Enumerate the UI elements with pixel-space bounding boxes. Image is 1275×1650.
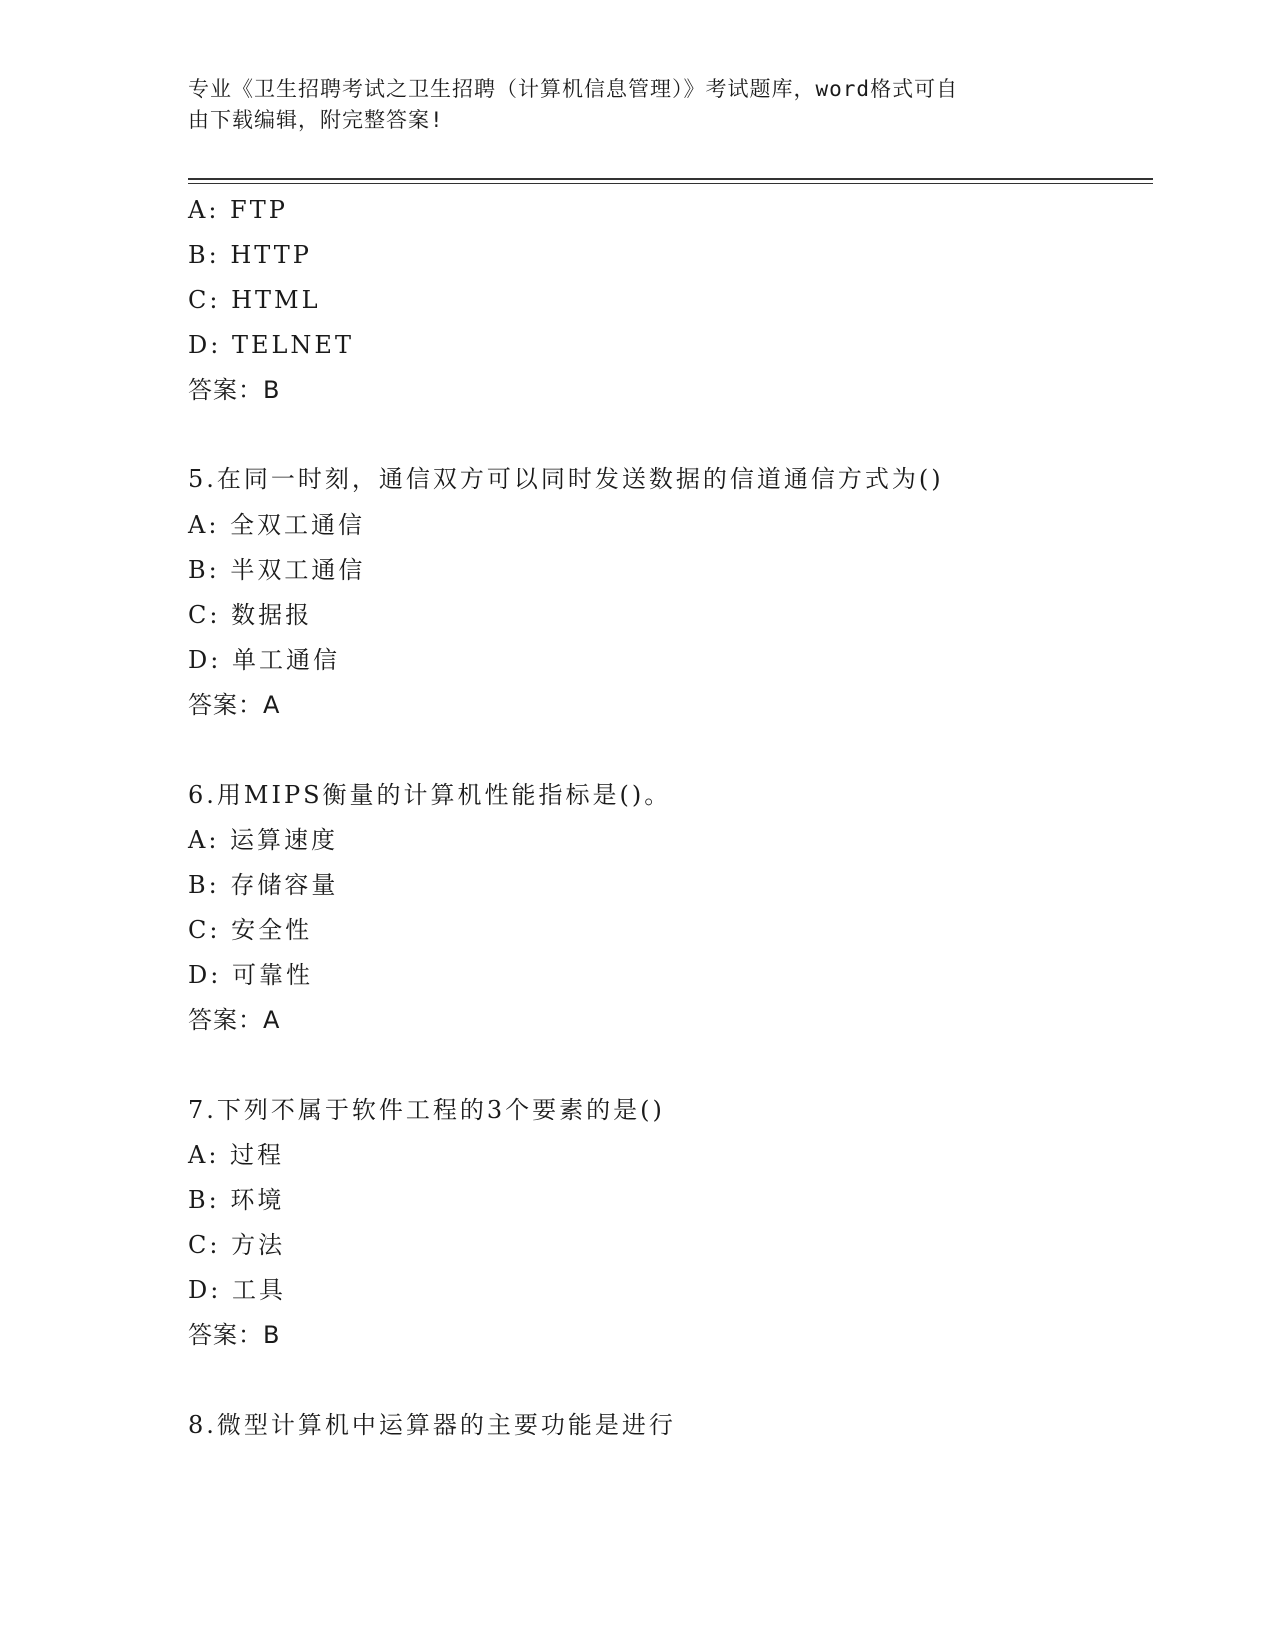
header-divider-thin: [188, 183, 1153, 184]
option-b: B: HTTP: [188, 241, 312, 269]
option-a: A: 过程: [188, 1141, 285, 1169]
answer: 答案：B: [188, 1321, 281, 1349]
option-d: D: 工具: [188, 1276, 286, 1304]
option-b: B: 存储容量: [188, 871, 339, 899]
option-b: B: 半双工通信: [188, 556, 366, 584]
answer: 答案：B: [188, 376, 281, 404]
option-c: C: 方法: [188, 1231, 286, 1259]
option-d: D: TELNET: [188, 331, 354, 359]
option-b: B: 环境: [188, 1186, 285, 1214]
header-line-2: 由下载编辑，附完整答案!: [188, 108, 444, 132]
option-a: A: FTP: [188, 196, 288, 224]
option-a: A: 运算速度: [188, 826, 339, 854]
question-stem: 8.微型计算机中运算器的主要功能是进行: [188, 1411, 676, 1439]
option-a: A: 全双工通信: [188, 511, 366, 539]
question-stem: 6.用MIPS衡量的计算机性能指标是()。: [188, 781, 672, 809]
option-c: C: HTML: [188, 286, 321, 314]
answer: 答案：A: [188, 1006, 281, 1034]
header-divider: [188, 178, 1153, 180]
document-header: [188, 74, 1068, 136]
answer: 答案：A: [188, 691, 281, 719]
option-d: D: 单工通信: [188, 646, 340, 674]
question-stem: 7.下列不属于软件工程的3个要素的是(): [188, 1096, 665, 1124]
question-stem: 5.在同一时刻，通信双方可以同时发送数据的信道通信方式为(): [188, 465, 944, 493]
header-line-1: 专业《卫生招聘考试之卫生招聘（计算机信息管理）》考试题库，word格式可自: [188, 77, 959, 101]
option-c: C: 安全性: [188, 916, 313, 944]
option-c: C: 数据报: [188, 601, 313, 629]
option-d: D: 可靠性: [188, 961, 313, 989]
